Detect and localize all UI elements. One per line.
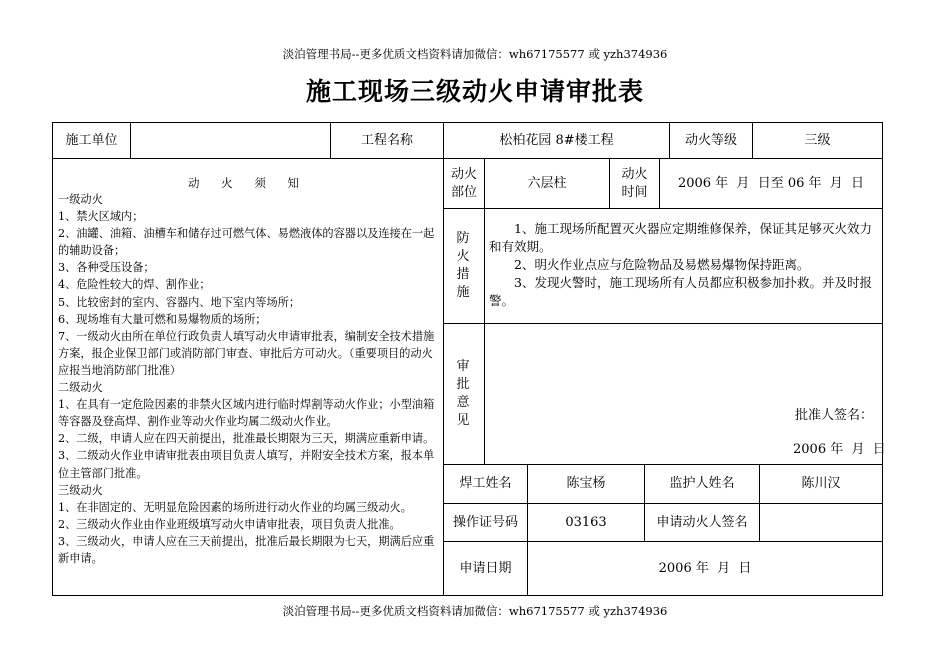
- cert-label: 操作证号码: [452, 514, 518, 530]
- supervisor-value: 陈川汉: [801, 476, 841, 491]
- notice-text: [58, 191, 438, 567]
- unit-label: 施工单位: [65, 132, 118, 148]
- unit-value[interactable]: [131, 123, 330, 158]
- fire-location-value: 六层柱: [527, 175, 567, 191]
- measure-item: 1、施工现场所配置灭火器应定期维修保养，保证其足够灭火效力和有效期。: [489, 221, 872, 254]
- applicant-value[interactable]: [760, 504, 882, 541]
- header-note: 淡泊管理书局--更多优质文档资料请加微信：wh67175577 或 yzh374936: [282, 47, 668, 61]
- applicant-label: 申请动火人签名: [656, 514, 748, 530]
- notice-line: 一级动火: [58, 193, 103, 206]
- apply-date-value: 2006 年 月 日: [658, 560, 752, 576]
- notice-line: 三级动火: [58, 483, 103, 497]
- level-label: 动火等级: [684, 132, 737, 148]
- footer-note: 淡泊管理书局--更多优质文档资料请加微信：wh67175577 或 yzh374936: [282, 604, 668, 618]
- cert-value: 03163: [565, 514, 607, 530]
- notice-line: 2、油罐、油箱、油槽车和储存过可燃气体、易燃液体的容器以及连接在一起的辅助设备；: [58, 227, 435, 258]
- notice-line: 3、二级动火作业申请审批表由项目负责人填写，并附安全技术方案，报本单位主管部门批准。: [58, 449, 435, 480]
- measure-item: 3、发现火警时，施工现场所有人员都应积极参加扑救。并及时报警。: [489, 275, 872, 308]
- project-value: 松柏花园 8#楼工程: [499, 132, 614, 148]
- fire-location-label: 动火部位: [450, 166, 477, 200]
- notice-line: 1、在非固定的、无明显危险因素的场所进行动火作业的均属三级动火。: [58, 500, 412, 514]
- notice-line: 2、二级，申请人应在四天前提出，批准最长期限为三天，期满应重新申请。: [58, 432, 435, 446]
- notice-line: 4、危险性较大的焊、割作业；: [58, 278, 211, 292]
- apply-date-label: 申请日期: [459, 560, 512, 576]
- notice-line: 5、比较密封的室内、容器内、地下室内等场所；: [58, 295, 301, 309]
- welder-value: 陈宝杨: [566, 476, 606, 491]
- project-label: 工程名称: [360, 132, 413, 148]
- approval-label: 审批意见: [456, 359, 472, 428]
- welder-label: 焊工姓名: [459, 476, 512, 491]
- notice-line: 3、各种受压设备；: [58, 261, 155, 275]
- fire-time-label: 动火时间: [621, 166, 648, 200]
- notice-line: 1、禁火区域内；: [58, 210, 144, 224]
- notice-line: 6、现场堆有大量可燃和易爆物质的场所；: [58, 312, 267, 326]
- notice-line: 2、三级动火作业由作业班级填写动火申请审批表，项目负责人批准。: [58, 517, 401, 531]
- approval-date: 2006 年 月 日: [793, 442, 886, 457]
- notice-title: 动 火 须 知: [188, 176, 308, 190]
- measures-divider: [443, 323, 882, 324]
- measure-item: 2、明火作业点应与危险物品及易燃易爆物保持距离。: [514, 257, 810, 272]
- notice-line: 3、三级动火，申请人应在三天前提出，批准后最长期限为七天，期满后应重新申请。: [58, 534, 435, 565]
- signer-label: 批准人签名：: [795, 408, 874, 423]
- measures-label: 防火措施: [456, 231, 472, 300]
- fire-time-value: 2006 年 月 日至 06 年 月 日: [677, 175, 865, 191]
- notice-line: 1、在具有一定危险因素的非禁火区域内进行临时焊割等动火作业；小型油箱等容器及登高焊、割作业等动火作业均属二级动火作业。: [58, 398, 435, 429]
- level-value: 三级: [804, 132, 831, 148]
- page-title: 施工现场三级动火申请审批表: [305, 77, 644, 106]
- approval-form-table: [52, 122, 886, 596]
- notice-line: 7、一级动火由所在单位行政负责人填写动火申请审批表，编制安全技术措施方案，报企业保卫部门或消防部门审查、审批后方可动火。（重要项目的动火应报当地消防部门批准）: [58, 329, 435, 377]
- row2-divider: [443, 208, 882, 209]
- supervisor-label: 监护人姓名: [669, 476, 735, 491]
- notice-line: 二级动火: [58, 381, 103, 395]
- measures-text: [489, 220, 881, 310]
